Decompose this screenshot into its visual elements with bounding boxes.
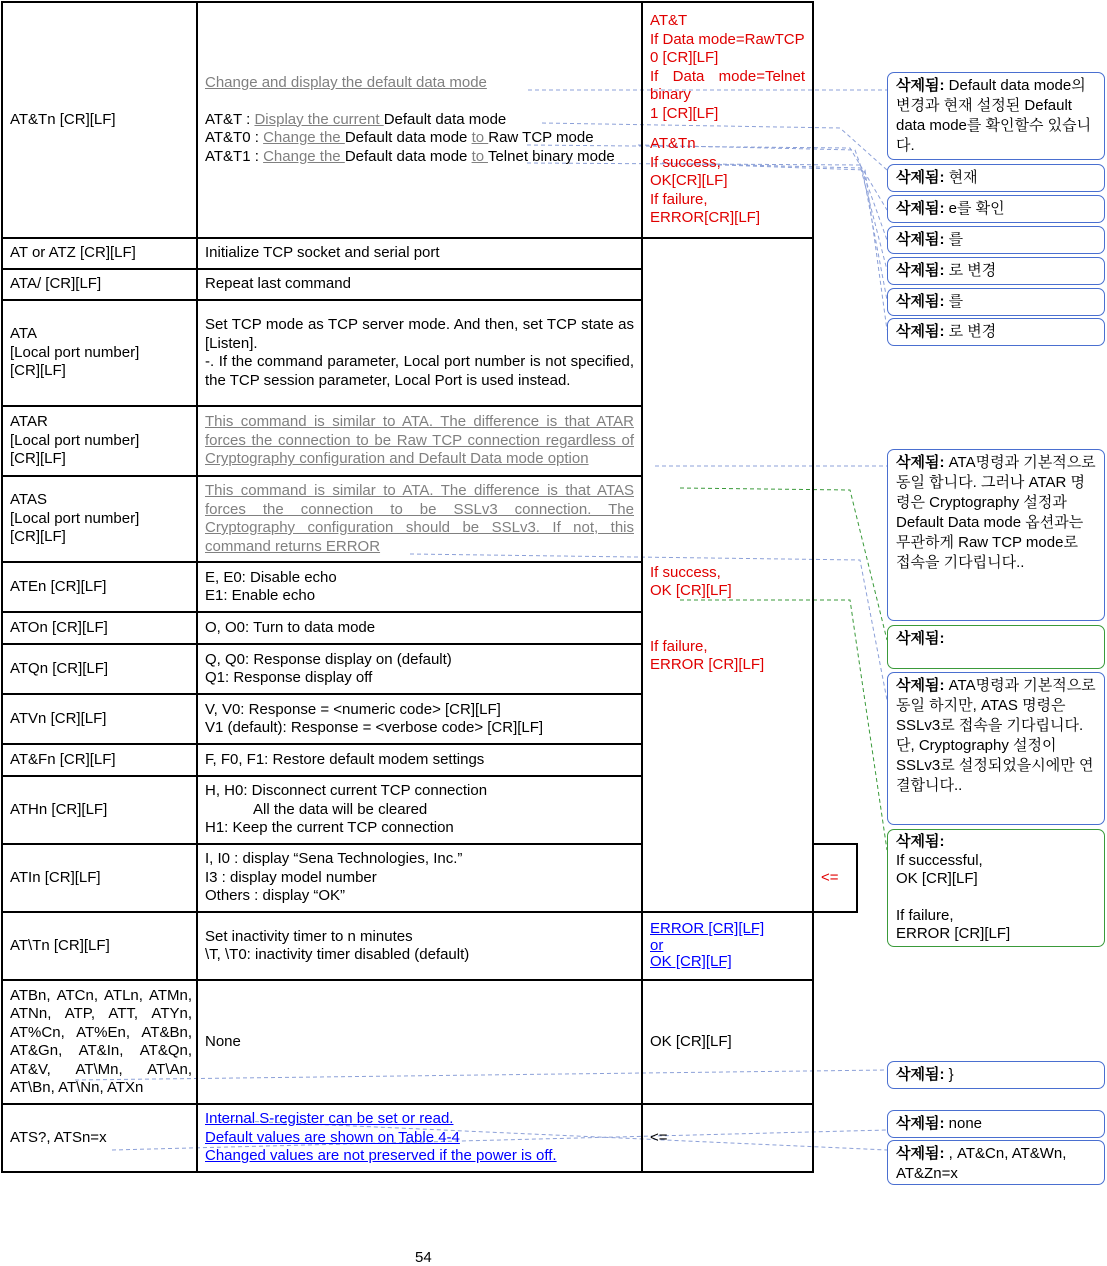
comment-text: OK [CR][LF] [896, 870, 978, 887]
revision-comment[interactable] [887, 672, 1105, 825]
cmd-cell: ATQn [CR][LF] [2, 644, 197, 694]
desc-cell: Set inactivity timer to n minutes \T, \T0: inactivity timer disabled (default) [197, 912, 642, 980]
cmd-cell: AT or ATZ [CR][LF] [2, 238, 197, 269]
resp-line: 0 [CR][LF] [650, 49, 719, 67]
comment-label: 삭제됨: [896, 630, 945, 647]
resp-line: binary [650, 86, 691, 104]
comment-label: 삭제됨: [896, 1145, 945, 1162]
comment-label: 삭제됨: [896, 231, 945, 248]
comment-text: If successful, [896, 851, 983, 869]
cmd-cell: ATA [Local port number] [CR][LF] [2, 300, 197, 406]
resp-line: AT&T [650, 12, 688, 30]
revision-comment[interactable] [887, 625, 1105, 669]
cmd-cell: ATS?, ATSn=x [2, 1104, 197, 1172]
desc-cell: I, I0 : display “Sena Technologies, Inc.” I3 : display model number Others : display “OK” [197, 844, 642, 912]
comment-label: 삭제됨: [896, 77, 945, 94]
revision-comment[interactable] [887, 1110, 1105, 1138]
comment-text: 를 [948, 231, 964, 248]
revision-comment[interactable] [887, 195, 1105, 223]
cmd-cell: AT&Tn [CR][LF] [2, 2, 197, 238]
revision-comment[interactable] [887, 226, 1105, 254]
cmd-cell: ATHn [CR][LF] [2, 776, 197, 844]
desc-line-at-t0: AT&T0 : Change the Default data mode to Raw TCP mode [205, 129, 594, 146]
resp-line: AT&Tn [650, 135, 696, 153]
comment-text: 를 [948, 293, 964, 310]
desc-cell [197, 2, 642, 238]
cmd-cell: ATAR [Local port number] [CR][LF] [2, 406, 197, 476]
desc-cell: Q, Q0: Response display on (default) Q1: Response display off [197, 644, 642, 694]
comment-label: 삭제됨: [896, 454, 945, 471]
comment-label: 삭제됨: [896, 323, 945, 340]
comment-text: } [948, 1066, 954, 1083]
comment-text: none [948, 1115, 983, 1132]
resp-cell: OK [CR][LF] [642, 980, 813, 1104]
resp-line: OK [CR][LF] [650, 582, 732, 599]
comment-label: 삭제됨: [896, 1066, 945, 1083]
desc-cell: None [197, 980, 642, 1104]
revision-comment[interactable] [887, 1061, 1105, 1089]
cmd-cell: ATOn [CR][LF] [2, 612, 197, 644]
cmd-cell: AT&Fn [CR][LF] [2, 744, 197, 776]
revision-comment[interactable] [887, 288, 1105, 316]
cmd-cell: ATA/ [CR][LF] [2, 269, 197, 300]
desc-cell: Internal S-register can be set or read. Default values are shown on Table 4-4 Changed values are not preserved if the power is off. [197, 1104, 642, 1172]
revision-comment[interactable] [887, 449, 1105, 621]
merged-resp-cell [642, 238, 813, 912]
at-command-table [1, 1, 858, 1173]
resp-line: ERROR [CR][LF] [650, 656, 765, 673]
comment-text: 현재 [948, 169, 978, 186]
revision-comment[interactable] [887, 257, 1105, 285]
desc-cell: This command is similar to ATA. The difference is that ATAR forces the connection to be Raw TCP connection regardless of Cryptography configuration and Default Data mode option [197, 406, 642, 476]
comment-text: 로 변경 [948, 323, 997, 340]
revision-comment[interactable] [887, 1140, 1105, 1185]
resp-line: OK[CR][LF] [650, 172, 728, 190]
revision-comment[interactable] [887, 164, 1105, 192]
desc-intro: Change and display the default data mode [205, 74, 487, 91]
comment-label: 삭제됨: [896, 833, 945, 850]
comment-text: e를 확인 [948, 200, 1005, 217]
comment-label: 삭제됨: [896, 169, 945, 186]
desc-cell: E, E0: Disable echo E1: Enable echo [197, 562, 642, 612]
page-number: 54 [415, 1249, 432, 1266]
comment-label: 삭제됨: [896, 262, 945, 279]
comment-text: If failure, [896, 906, 954, 924]
resp-line: or [650, 936, 664, 954]
desc-line-at-t: AT&T : Display the current Default data mode [205, 110, 507, 128]
comment-text: ERROR [CR][LF] [896, 925, 1011, 942]
resp-line: If success, [650, 563, 721, 581]
comment-label: 삭제됨: [896, 677, 945, 694]
desc-cell: F, F0, F1: Restore default modem settings [197, 744, 642, 776]
resp-line: OK [CR][LF] [650, 953, 732, 971]
cmd-cell: ATIn [CR][LF] [2, 844, 197, 912]
cmd-cell: ATBn, ATCn, ATLn, ATMn, ATNn, ATP, ATT, ATYn, AT%Cn, AT%En, AT&Bn, AT&Gn, AT&In, AT&Qn, AT&V, AT\Mn, AT\An, AT\Bn, AT\Nn, ATXn [2, 980, 197, 1104]
resp-line: 1 [CR][LF] [650, 104, 719, 122]
cmd-cell: ATEn [CR][LF] [2, 562, 197, 612]
cmd-cell: ATVn [CR][LF] [2, 694, 197, 744]
desc-cell: O, O0: Turn to data mode [197, 612, 642, 644]
desc-line-at-t1: AT&T1 : Change the Default data mode to Telnet binary mode [205, 147, 615, 165]
desc-cell: This command is similar to ATA. The difference is that ATAS forces the connection to be SSLv3 connection. The Cryptography configuration should be SSLv3. If not, this command returns ERROR [197, 476, 642, 562]
comment-label: 삭제됨: [896, 200, 945, 217]
comment-label: 삭제됨: [896, 293, 945, 310]
resp-line: ERROR [CR][LF] [650, 920, 765, 938]
comment-label: 삭제됨: [896, 1115, 945, 1132]
resp-line: If success, [650, 153, 721, 171]
resp-line: If Data mode=RawTCP [650, 30, 805, 48]
desc-cell: H, H0: Disconnect current TCP connection All the data will be cleared H1: Keep the current TCP connection [197, 776, 642, 844]
resp-line: If Data mode=Telnet [650, 67, 805, 85]
resp-cell: <= [813, 844, 857, 912]
comment-text: , AT&Cn, AT&Wn, AT&Zn=x [896, 1145, 1067, 1182]
resp-cell: <= [642, 1104, 813, 1172]
desc-cell: V, V0: Response = <numeric code> [CR][LF] V1 (default): Response = <verbose code> [CR][LF] [197, 694, 642, 744]
comment-text: Default data mode의 변경과 현재 설정된 Default data mode를 확인할수 있습니다. [896, 77, 1092, 154]
revision-comment[interactable] [887, 72, 1105, 160]
resp-cell [642, 2, 813, 238]
resp-line: If failure, [650, 637, 708, 655]
revision-comment[interactable] [887, 318, 1105, 346]
resp-line: ERROR[CR][LF] [650, 209, 761, 227]
cmd-cell: AT\Tn [CR][LF] [2, 912, 197, 980]
resp-line: If failure, [650, 190, 708, 208]
resp-cell [642, 912, 813, 980]
comment-text: 로 변경 [948, 262, 997, 279]
comment-text: ATA명령과 기본적으로 동일 합니다. 그러나 ATAR 명령은 Cryptography 설정과 Default Data mode 옵션과는 무관하게 Raw TCP mode로 접속을 기다립니다.. [896, 454, 1096, 571]
desc-cell: Set TCP mode as TCP server mode. And then, set TCP state as [Listen]. -. If the command parameter, Local port number is not specified, the TCP session parameter, Local Port is used instead. [197, 300, 642, 406]
cmd-cell: ATAS [Local port number] [CR][LF] [2, 476, 197, 562]
revision-comment[interactable] [887, 829, 1105, 947]
desc-cell: Initialize TCP socket and serial port [197, 238, 642, 269]
desc-cell: Repeat last command [197, 269, 642, 300]
comment-text: ATA명령과 기본적으로 동일 하지만, ATAS 명령은 SSLv3로 접속을 기다립니다. 단, Cryptography 설정이 SSLv3로 설정되었을시에만 연결합니다.. [896, 677, 1096, 794]
